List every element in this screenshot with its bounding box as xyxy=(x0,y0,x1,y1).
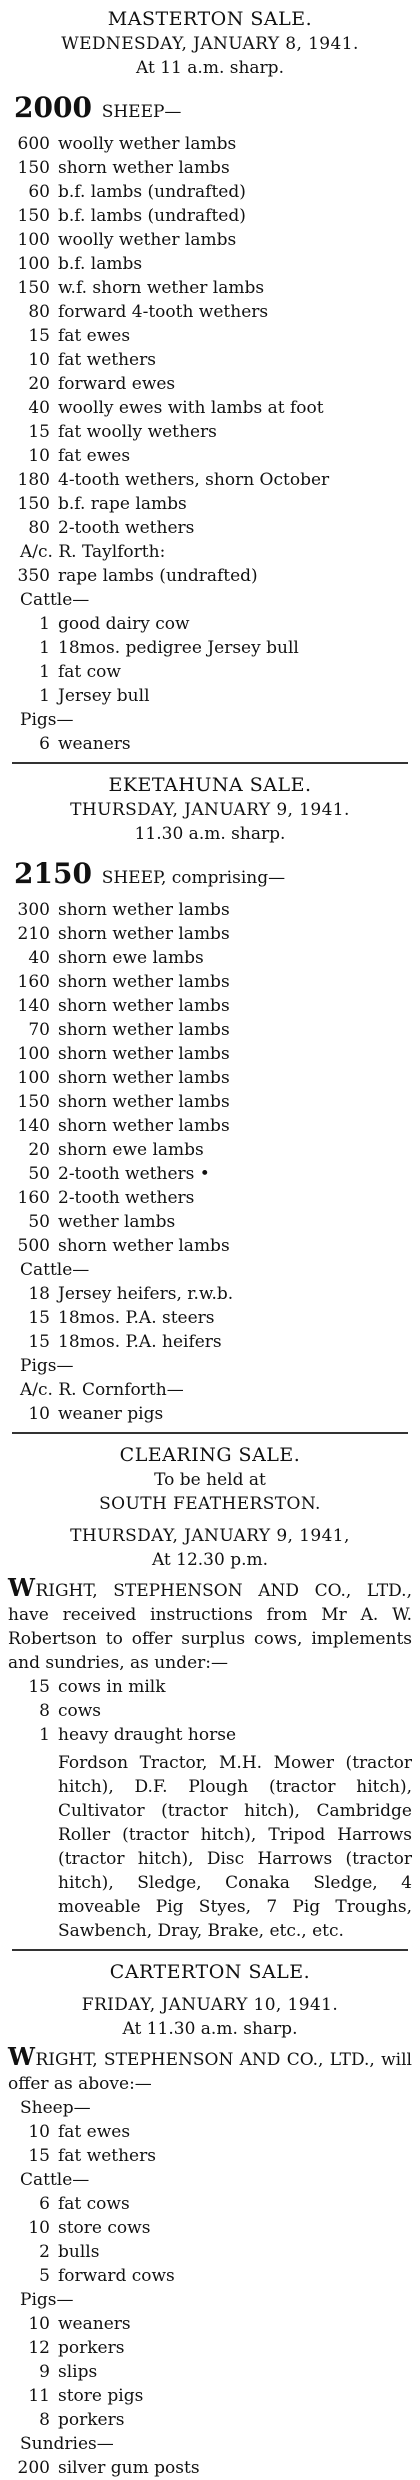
item-description: w.f. shorn wether lambs xyxy=(58,278,265,298)
item-quantity: 10 xyxy=(28,446,50,466)
item-description: weaners xyxy=(58,734,131,754)
sheep-list xyxy=(0,898,420,1258)
list-item xyxy=(0,994,420,1018)
list-item xyxy=(0,156,420,180)
list-item xyxy=(0,2120,420,2144)
item-quantity: 9 xyxy=(39,2362,50,2382)
item-quantity: 40 xyxy=(28,398,50,418)
item-description: fat ewes xyxy=(58,326,131,346)
item-quantity: 15 xyxy=(28,2146,50,2166)
item-quantity: 18 xyxy=(28,1284,50,1304)
sale-time: 11.30 a.m. sharp. xyxy=(134,824,286,844)
headline xyxy=(14,88,420,132)
list-item xyxy=(0,1699,420,1723)
pigs-list xyxy=(0,1402,420,1426)
list-item xyxy=(0,228,420,252)
item-quantity: 1 xyxy=(39,1725,50,1745)
intro-paragraph xyxy=(8,2042,412,2096)
item-description: heavy draught horse xyxy=(58,1725,237,1745)
list-item xyxy=(0,444,420,468)
list-item xyxy=(0,2216,420,2240)
sheep-label: Sheep— xyxy=(20,2098,91,2118)
list-item xyxy=(0,660,420,684)
pigs-list xyxy=(0,2312,420,2432)
pigs-label: Pigs— xyxy=(20,1356,74,1376)
sundries-list xyxy=(0,2456,420,2480)
item-quantity: 40 xyxy=(28,948,50,968)
item-description: cows in milk xyxy=(58,1677,166,1697)
list-item xyxy=(0,1306,420,1330)
list-item xyxy=(0,492,420,516)
stock-list xyxy=(0,1675,420,1747)
item-description: forward cows xyxy=(58,2266,175,2286)
list-item xyxy=(0,2192,420,2216)
implements-text: Fordson Tractor, M.H. Mower (tractor hitch), D.F. Plough (tractor hitch), Cultivator (tractor hitch), Cambridge Roller (tractor hitch), Tripod Harrows (tractor hitch), Disc Harrows (tractor hitch), Sledge, Conaka Sledge, 4 moveable Pig Styes, 7 Pig Troughs, Sawbench, Dray, Brake, etc., etc. xyxy=(58,1753,412,1941)
item-description: shorn wether lambs xyxy=(58,1092,230,1112)
list-item xyxy=(0,1018,420,1042)
item-quantity: 150 xyxy=(17,158,50,178)
item-quantity: 10 xyxy=(28,2314,50,2334)
item-description: 2-tooth wethers xyxy=(58,1188,195,1208)
list-item xyxy=(0,324,420,348)
item-description: weaner pigs xyxy=(58,1404,164,1424)
item-quantity: 15 xyxy=(28,422,50,442)
list-item xyxy=(0,2264,420,2288)
list-item xyxy=(0,468,420,492)
pigs-label: Pigs— xyxy=(20,2290,74,2310)
item-quantity: 160 xyxy=(17,972,50,992)
item-description: porkers xyxy=(58,2338,125,2358)
item-quantity: 160 xyxy=(17,1188,50,1208)
list-item xyxy=(0,898,420,922)
headline-label: SHEEP, comprising— xyxy=(101,868,286,888)
item-quantity: 80 xyxy=(28,518,50,538)
list-item xyxy=(0,300,420,324)
item-quantity: 150 xyxy=(17,278,50,298)
list-item xyxy=(0,1090,420,1114)
list-item xyxy=(0,946,420,970)
masterton-section xyxy=(0,6,420,756)
item-description: good dairy cow xyxy=(58,614,190,634)
list-item xyxy=(0,2456,420,2480)
sale-date: THURSDAY, JANUARY 9, 1941, xyxy=(70,1526,350,1546)
item-description: woolly wether lambs xyxy=(58,230,237,250)
list-item xyxy=(0,922,420,946)
item-quantity: 100 xyxy=(17,1044,50,1064)
list-item xyxy=(0,2408,420,2432)
item-description: bulls xyxy=(58,2242,100,2262)
list-item xyxy=(0,564,420,588)
item-quantity: 20 xyxy=(28,1140,50,1160)
drop-cap: W xyxy=(8,1573,36,1602)
cattle-label: Cattle— xyxy=(20,590,90,610)
sale-time: At 11.30 a.m. sharp. xyxy=(122,2019,298,2039)
item-description: shorn wether lambs xyxy=(58,1068,230,1088)
list-item xyxy=(0,612,420,636)
headline-number: 2000 xyxy=(14,91,92,124)
item-quantity: 300 xyxy=(17,900,50,920)
list-item xyxy=(0,132,420,156)
list-item xyxy=(0,1138,420,1162)
sale-time: At 11 a.m. sharp. xyxy=(136,58,284,78)
item-quantity: 100 xyxy=(17,254,50,274)
item-description: shorn ewe lambs xyxy=(58,1140,204,1160)
item-description: fat wethers xyxy=(58,2146,156,2166)
list-item xyxy=(0,204,420,228)
item-quantity: 15 xyxy=(28,1677,50,1697)
item-quantity: 70 xyxy=(28,1020,50,1040)
item-quantity: 60 xyxy=(28,182,50,202)
item-quantity: 100 xyxy=(17,230,50,250)
item-description: shorn wether lambs xyxy=(58,1236,230,1256)
item-quantity: 6 xyxy=(39,734,50,754)
item-quantity: 12 xyxy=(28,2338,50,2358)
item-quantity: 140 xyxy=(17,996,50,1016)
headline-number: 2150 xyxy=(14,857,92,890)
item-description: cows xyxy=(58,1701,102,1721)
item-description: 2-tooth wethers • xyxy=(58,1164,210,1184)
list-item xyxy=(0,180,420,204)
item-description: shorn wether lambs xyxy=(58,996,230,1016)
section-title: CLEARING SALE. xyxy=(119,1444,301,1466)
item-description: fat woolly wethers xyxy=(58,422,217,442)
list-item xyxy=(0,516,420,540)
sheep-list xyxy=(0,132,420,540)
pigs-label: Pigs— xyxy=(20,710,74,730)
item-description: 18mos. pedigree Jersey bull xyxy=(58,638,299,658)
item-description: shorn ewe lambs xyxy=(58,948,204,968)
location: SOUTH FEATHERSTON. xyxy=(99,1494,321,1514)
account-label: A/c. R. Cornforth— xyxy=(20,1380,184,1400)
drop-cap: W xyxy=(8,2042,36,2071)
section-title: CARTERTON SALE. xyxy=(109,1961,311,1983)
cattle-list xyxy=(0,1282,420,1354)
item-description: fat cows xyxy=(58,2194,130,2214)
item-quantity: 8 xyxy=(39,1701,50,1721)
list-item xyxy=(0,1234,420,1258)
item-description: shorn wether lambs xyxy=(58,158,230,178)
list-item xyxy=(0,2336,420,2360)
item-quantity: 8 xyxy=(39,2410,50,2430)
list-item xyxy=(0,1402,420,1426)
item-description: woolly ewes with lambs at foot xyxy=(58,398,324,418)
item-quantity: 350 xyxy=(17,566,50,586)
item-quantity: 50 xyxy=(28,1212,50,1232)
item-description: forward 4-tooth wethers xyxy=(58,302,269,322)
clearing-section xyxy=(0,1442,420,1943)
section-title: EKETAHUNA SALE. xyxy=(108,774,312,796)
list-item xyxy=(0,1114,420,1138)
item-description: fat wethers xyxy=(58,350,156,370)
cattle-list xyxy=(0,612,420,708)
list-item xyxy=(0,2144,420,2168)
item-quantity: 10 xyxy=(28,1404,50,1424)
headline xyxy=(14,854,420,898)
item-description: fat ewes xyxy=(58,446,131,466)
section-title: MASTERTON SALE. xyxy=(107,8,313,30)
item-quantity: 50 xyxy=(28,1164,50,1184)
item-quantity: 10 xyxy=(28,2122,50,2142)
item-quantity: 15 xyxy=(28,1308,50,1328)
item-quantity: 140 xyxy=(17,1116,50,1136)
item-description: woolly wether lambs xyxy=(58,134,237,154)
item-quantity: 150 xyxy=(17,206,50,226)
list-item xyxy=(0,732,420,756)
item-description: b.f. lambs (undrafted) xyxy=(58,206,246,226)
carterton-section xyxy=(0,1959,420,2480)
divider xyxy=(12,762,408,764)
list-item xyxy=(0,970,420,994)
item-quantity: 150 xyxy=(17,1092,50,1112)
list-item xyxy=(0,2360,420,2384)
list-item xyxy=(0,1066,420,1090)
item-description: Jersey heifers, r.w.b. xyxy=(58,1284,234,1304)
cattle-label: Cattle— xyxy=(20,1260,90,1280)
item-quantity: 2 xyxy=(39,2242,50,2262)
item-description: slips xyxy=(58,2362,98,2382)
list-item xyxy=(0,1162,420,1186)
account-label: A/c. R. Taylforth: xyxy=(20,542,166,562)
item-description: shorn wether lambs xyxy=(58,972,230,992)
sale-date: FRIDAY, JANUARY 10, 1941. xyxy=(81,1995,339,2015)
item-description: shorn wether lambs xyxy=(58,1044,230,1064)
item-description: fat cow xyxy=(58,662,121,682)
item-quantity: 15 xyxy=(28,326,50,346)
item-quantity: 20 xyxy=(28,374,50,394)
list-item xyxy=(0,252,420,276)
intro-paragraph xyxy=(8,1573,412,1675)
item-quantity: 10 xyxy=(28,2218,50,2238)
list-item xyxy=(0,2312,420,2336)
item-description: weaners xyxy=(58,2314,131,2334)
cattle-label: Cattle— xyxy=(20,2170,90,2190)
list-item xyxy=(0,396,420,420)
list-item xyxy=(0,2240,420,2264)
list-item xyxy=(0,636,420,660)
list-item xyxy=(0,2384,420,2408)
list-item xyxy=(0,1210,420,1234)
item-description: forward ewes xyxy=(58,374,176,394)
list-item xyxy=(0,372,420,396)
list-item xyxy=(0,1186,420,1210)
list-item xyxy=(0,1042,420,1066)
item-quantity: 10 xyxy=(28,350,50,370)
item-quantity: 1 xyxy=(39,662,50,682)
sale-time: At 12.30 p.m. xyxy=(151,1550,269,1570)
list-item xyxy=(0,1330,420,1354)
item-description: b.f. lambs (undrafted) xyxy=(58,182,246,202)
item-description: wether lambs xyxy=(58,1212,176,1232)
headline-label: SHEEP— xyxy=(101,102,182,122)
item-description: silver gum posts xyxy=(58,2458,200,2478)
eketahuna-section xyxy=(0,772,420,1426)
item-quantity: 150 xyxy=(17,494,50,514)
item-description: 18mos. P.A. heifers xyxy=(58,1332,222,1352)
item-quantity: 80 xyxy=(28,302,50,322)
list-item xyxy=(0,684,420,708)
item-description: store cows xyxy=(58,2218,151,2238)
item-quantity: 11 xyxy=(28,2386,50,2406)
item-quantity: 100 xyxy=(17,1068,50,1088)
item-quantity: 1 xyxy=(39,686,50,706)
list-item xyxy=(0,276,420,300)
item-description: rape lambs (undrafted) xyxy=(58,566,258,586)
item-description: store pigs xyxy=(58,2386,144,2406)
item-quantity: 6 xyxy=(39,2194,50,2214)
item-description: 18mos. P.A. steers xyxy=(58,1308,215,1328)
divider xyxy=(12,1432,408,1434)
cattle-list xyxy=(0,2192,420,2288)
item-quantity: 180 xyxy=(17,470,50,490)
list-item xyxy=(0,1675,420,1699)
item-quantity: 5 xyxy=(39,2266,50,2286)
item-description: shorn wether lambs xyxy=(58,1020,230,1040)
sheep-list xyxy=(0,2120,420,2168)
sundries-label: Sundries— xyxy=(20,2434,114,2454)
intro-text: RIGHT, STEPHENSON AND CO., LTD., have received instructions from Mr A. W. Robertson to offer surplus cows, implements and sundries, as under:— xyxy=(8,1581,412,1673)
item-quantity: 210 xyxy=(17,924,50,944)
list-item xyxy=(0,420,420,444)
location-intro: To be held at xyxy=(154,1470,266,1490)
sale-date: WEDNESDAY, JANUARY 8, 1941. xyxy=(61,34,359,54)
item-quantity: 500 xyxy=(17,1236,50,1256)
divider xyxy=(12,1949,408,1951)
item-description: porkers xyxy=(58,2410,125,2430)
item-description: 2-tooth wethers xyxy=(58,518,195,538)
item-quantity: 1 xyxy=(39,614,50,634)
pigs-list xyxy=(0,732,420,756)
item-description: shorn wether lambs xyxy=(58,924,230,944)
item-description: shorn wether lambs xyxy=(58,900,230,920)
list-item xyxy=(0,1282,420,1306)
item-description: Jersey bull xyxy=(58,686,150,706)
item-description: fat ewes xyxy=(58,2122,131,2142)
item-quantity: 200 xyxy=(17,2458,50,2478)
list-item xyxy=(0,1723,420,1747)
sale-date: THURSDAY, JANUARY 9, 1941. xyxy=(70,800,350,820)
item-quantity: 600 xyxy=(17,134,50,154)
intro-text: RIGHT, STEPHENSON AND CO., LTD., will offer as above:— xyxy=(8,2050,412,2094)
item-quantity: 15 xyxy=(28,1332,50,1352)
account-list xyxy=(0,564,420,588)
list-item xyxy=(0,348,420,372)
item-quantity: 1 xyxy=(39,638,50,658)
item-description: 4-tooth wethers, shorn October xyxy=(58,470,330,490)
item-description: shorn wether lambs xyxy=(58,1116,230,1136)
item-description: b.f. lambs xyxy=(58,254,143,274)
item-description: b.f. rape lambs xyxy=(58,494,187,514)
